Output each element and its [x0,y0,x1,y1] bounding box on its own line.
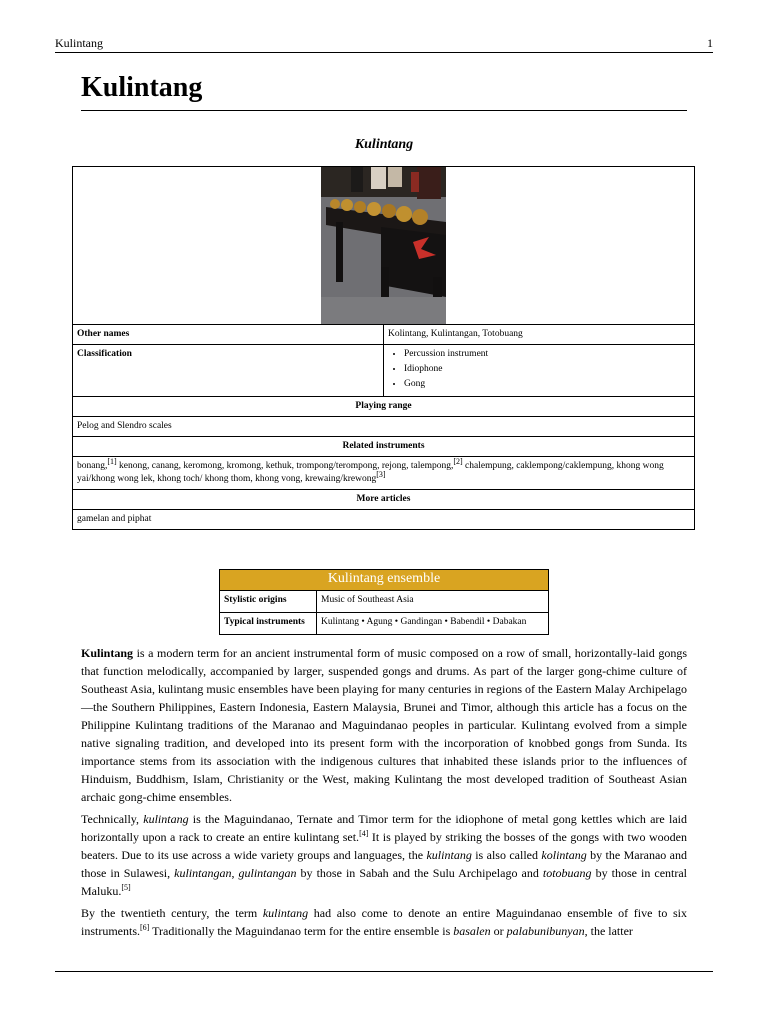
page-number: 1 [707,36,713,50]
italic-term: palabunibunyan [506,924,585,938]
kulintang-photo [321,167,446,324]
ensemble-title: Kulintang ensemble [220,570,549,591]
citation-ref[interactable]: [5] [121,883,131,892]
classification-list [388,348,690,391]
article-body [81,644,687,944]
title-divider [81,110,687,111]
paragraph-text: by those in central Maluku. [81,866,688,898]
stylistic-origins-value[interactable]: Music of Southeast Asia [317,591,549,613]
stylistic-origins-label: Stylistic origins [220,591,317,613]
italic-term: kolintang [541,848,587,862]
paragraph-text: Traditionally the Maguindanao term for the entire ensemble is [149,924,454,938]
citation-ref[interactable]: [2] [453,456,463,466]
italic-term: gulintangan [238,866,297,880]
paragraph-text: , [231,866,239,880]
other-names-value: Kolintang, Kulintangan, Totobuang [384,325,695,345]
paragraph [81,810,687,900]
typical-instruments-value[interactable]: Kulintang • Agung • Gandingan • Babendil • Dabakan [317,613,549,635]
paragraph-text: or [490,924,507,938]
classification-item[interactable]: • Gong [404,378,690,391]
paragraph-text: is also called [471,848,542,862]
citation-ref[interactable]: [6] [140,923,150,932]
related-text: kenong, canang, keromong, kromong, kethuk, trompong/terompong, rejong, talempong, [116,461,454,471]
citation-ref[interactable]: [4] [359,829,369,838]
classification-label: Classification [73,345,384,397]
paragraph-text: It is played by striking the bosses of the gongs with two wooden beaters. Due to its use across a wide variety groups and languages, the [81,830,687,862]
footer-divider [55,971,713,972]
italic-term: totobuang [542,866,592,880]
paragraph [81,644,687,806]
other-names-label: Other names [73,325,384,345]
article-title: Kulintang [81,72,203,103]
infobox-image-cell [73,167,695,325]
paragraph-text: by the Maranao and those in Sulawesi, [81,848,687,880]
italic-term: kulintang [143,812,189,826]
paragraph-text: is a modern term for an ancient instrumental form of music composed on a row of small, horizontally-laid gongs that function melodically, accompanied by larger, suspended gongs and drums. As part of the larger gong-chime culture of Southeast Asia, kulintang music ensembles have been playing for many centuries in regions of the Eastern Malay Archipelago—the Southern Philippines, Eastern Indonesia, Eastern Malaysia, Brunei and Timor, although this article has a focus on the Philippine Kulintang traditions of the Maranao and Maguindanao peoples in particular. Kulintang evolved from a simple native signaling tradition, and developed into its present form with the incorporation of knobbed gongs from Sunda. Its importance stems from its association with the indigenous cultures that inhabited these islands prior to the influences of Hinduism, Buddhism, Islam, Christianity or the West, making Kulintang the most developed tradition of Southeast Asian archaic gong-chime ensembles. [81,646,687,804]
classification-value [384,345,695,397]
playing-range-value: Pelog and Slendro scales [73,417,695,437]
more-articles-value[interactable]: gamelan and piphat [73,510,695,530]
paragraph-text: By the twentieth century, the term [81,906,263,920]
related-instruments-heading: Related instruments [73,437,695,457]
classification-item[interactable]: • Percussion instrument [404,348,690,361]
citation-ref[interactable]: [1] [107,456,117,466]
related-text: chalempung, caklempong/caklempung, khong wong yai/khong wong lek, khong toch/ khong thom, khong vong, krewaing/krewong [77,461,664,484]
paragraph-text: is the Maguindanao, Ternate and Timor term for the idiophone of metal gong kettles which are laid horizontally upon a rack to create an entire kulintang set. [81,812,687,844]
term-bold: Kulintang [81,646,134,660]
typical-instruments-label: Typical instruments [220,613,317,635]
classification-item[interactable]: • Idiophone [404,363,690,376]
italic-term: kulintang [262,906,309,920]
related-text: bonang, [77,461,108,471]
ensemble-table [219,569,549,635]
running-header [55,36,713,53]
paragraph [81,904,687,940]
paragraph-text: Technically, [81,812,144,826]
running-title: Kulintang [55,36,103,50]
italic-term: kulintangan [174,866,232,880]
related-instruments-value [73,457,695,490]
infobox-table [72,166,695,530]
paragraph-text: , the latter [584,924,633,938]
infobox-caption: Kulintang [354,137,414,152]
italic-term: basalen [453,924,491,938]
playing-range-heading: Playing range [73,397,695,417]
italic-term: kulintang [426,848,472,862]
citation-ref[interactable]: [3] [376,469,386,479]
paragraph-text: had also come to denote an entire Maguindanao ensemble of five to six instruments. [81,906,687,938]
more-articles-heading: More articles [73,490,695,510]
paragraph-text: by those in Sabah and the Sulu Archipelago and [296,866,543,880]
